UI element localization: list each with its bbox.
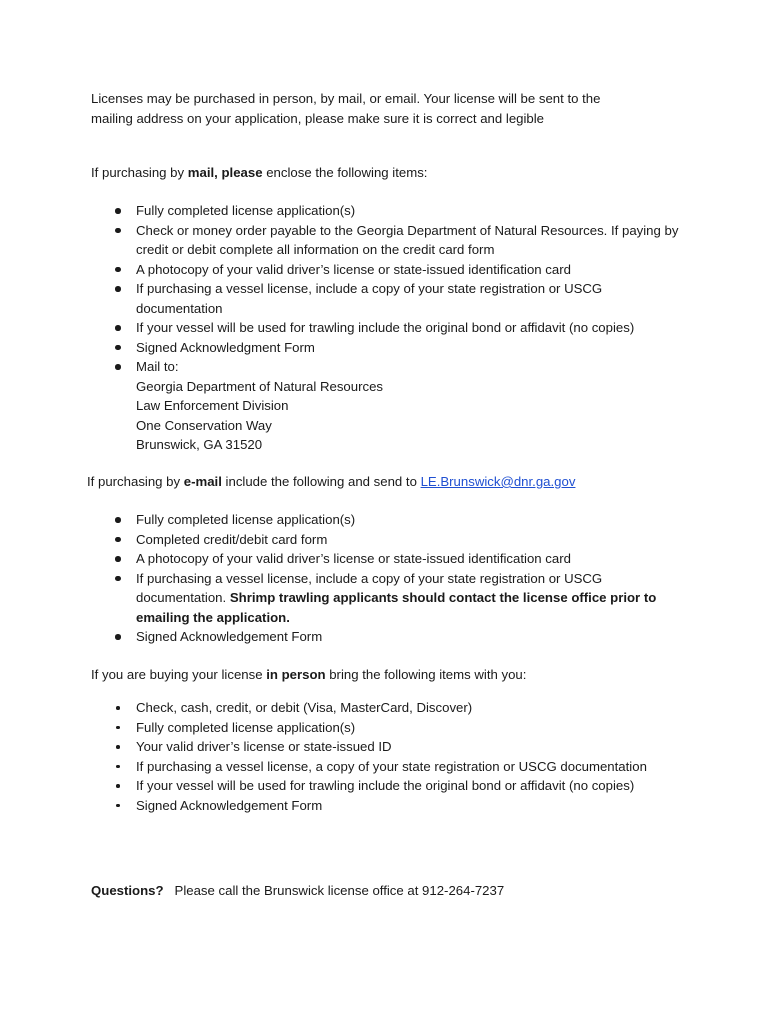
list-item: Signed Acknowledgment Form [91,338,681,358]
mail-heading-bold: mail, please [187,165,263,180]
list-item: A photocopy of your valid driver’s license or state-issued identification card [91,260,681,280]
email-heading-post: include the following and send to [221,474,421,489]
list-item-vessel [91,569,681,628]
email-section [87,472,707,492]
person-heading-post: bring the following items with you: [325,667,527,682]
list-item: Completed credit/debit card form [91,530,681,550]
list-item: If purchasing a vessel license, include a copy of your state registration or USCG documentation [91,279,681,318]
intro-paragraph [91,89,691,128]
person-section [91,665,691,685]
person-heading-bold: in person [266,667,326,682]
mail-section [91,163,691,183]
list-item: Fully completed license application(s) [91,718,691,738]
mail-items [91,201,681,455]
mail-item-list [91,201,681,455]
person-heading [91,665,691,685]
email-items [91,510,681,647]
intro-line-1: Licenses may be purchased in person, by mail, or email. Your license will be sent to the [91,91,601,106]
vessel-item-bold: Shrimp trawling applicants should contact the license office prior to emailing the application. [136,590,657,625]
email-heading [87,472,707,492]
address-line: Georgia Department of Natural Resources [136,378,384,394]
questions-paragraph [91,881,691,901]
person-item-list [91,698,691,815]
email-heading-bold: e-mail [183,474,222,489]
email-heading-pre: If purchasing by [87,474,184,489]
list-item: A photocopy of your valid driver’s license or state-issued identification card [91,549,681,569]
questions-line [91,881,691,901]
mail-to-label: Mail to: [136,359,179,374]
list-item: Fully completed license application(s) [91,510,681,530]
intro-line-2: mailing address on your application, please make sure it is correct and legible [91,110,545,126]
email-item-list [91,510,681,647]
list-item: Check, cash, credit, or debit (Visa, MasterCard, Discover) [91,698,691,718]
list-item: If your vessel will be used for trawling include the original bond or affidavit (no copies) [91,776,691,796]
list-item: Signed Acknowledgement Form [91,627,681,647]
mail-heading-pre: If purchasing by [91,165,188,180]
questions-text: Please call the Brunswick license office at 912-264-7237 [163,883,505,898]
list-item: Check or money order payable to the Georgia Department of Natural Resources. If paying by credit or debit complete all information on the credit card form [91,221,681,260]
mail-heading [91,163,691,183]
vessel-item-text: If purchasing a vessel license, include a copy of your state registration or USCG documentation. [136,570,603,605]
list-item: If your vessel will be used for trawling include the original bond or affidavit (no copies) [91,318,681,338]
mail-heading-post: enclose the following items: [262,165,428,180]
list-item: Signed Acknowledgement Form [91,796,691,816]
list-item: Your valid driver’s license or state-issued ID [91,737,691,757]
list-item: Fully completed license application(s) [91,201,681,221]
address-line: Law Enforcement Division [136,398,289,413]
person-heading-pre: If you are buying your license [91,667,267,682]
address-line: Brunswick, GA 31520 [136,437,263,452]
person-items [91,698,691,815]
address-line: One Conservation Way [136,417,272,433]
list-item-mail-to [91,357,681,455]
email-link[interactable]: LE.Brunswick@dnr.ga.gov [420,474,576,489]
list-item: If purchasing a vessel license, a copy of your state registration or USCG documentation [91,757,691,777]
questions-label: Questions? [91,883,164,898]
